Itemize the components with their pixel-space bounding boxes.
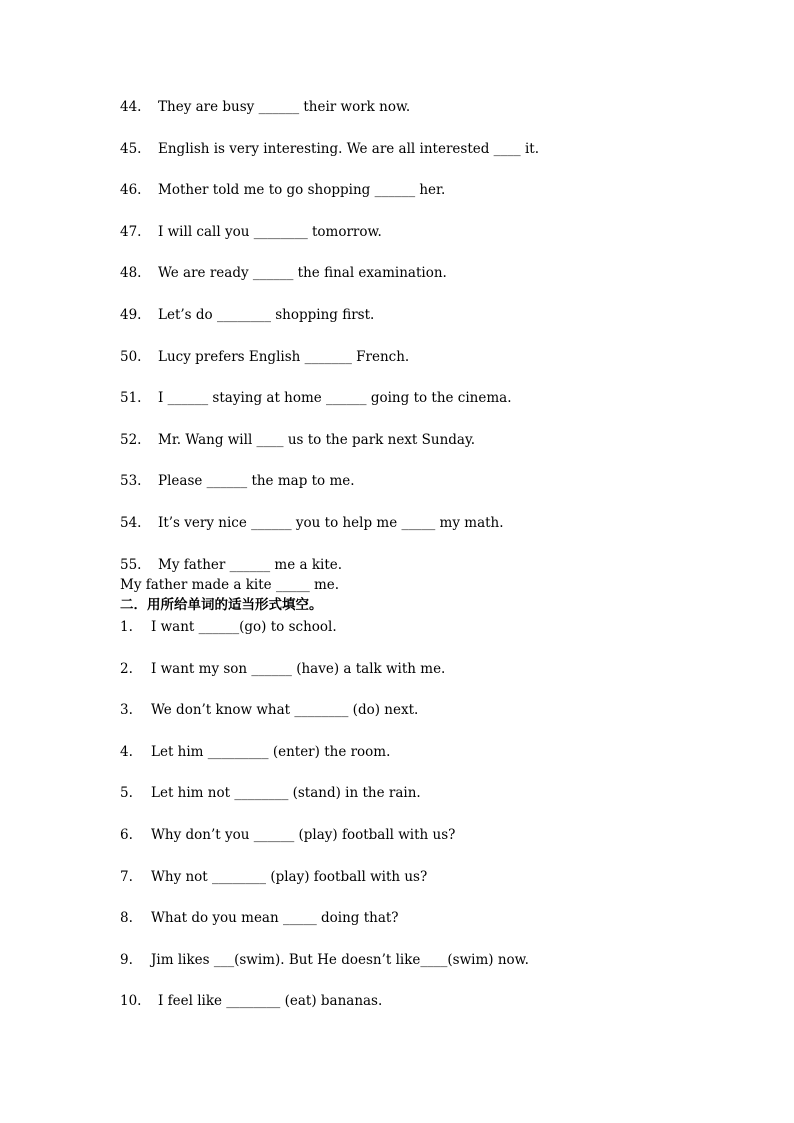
question-47 (120, 223, 382, 241)
question-number: 46. (120, 182, 142, 198)
question-text: Mother told me to go shopping ______ her. (158, 182, 446, 198)
exercise-number: 6. (120, 827, 133, 843)
exercise-4 (120, 743, 390, 761)
question-text: Let’s do ________ shopping first. (158, 307, 375, 323)
question-49 (120, 306, 374, 324)
question-52 (120, 431, 475, 449)
question-text: I ______ staying at home ______ going to the cinema. (158, 390, 512, 406)
exercise-number: 2. (120, 661, 133, 677)
question-55-extra: My father made a kite _____ me. (120, 577, 340, 593)
exercise-number: 1. (120, 619, 133, 635)
exercise-number: 9. (120, 952, 133, 968)
exercise-text: I want my son ______ (have) a talk with me. (151, 661, 446, 677)
question-55 (120, 556, 342, 574)
exercise-text: I feel like ________ (eat) bananas. (158, 993, 383, 1009)
question-number: 53. (120, 473, 142, 489)
exercise-text: I want ______(go) to school. (151, 619, 337, 635)
question-text: They are busy ______ their work now. (158, 99, 411, 115)
exercise-number: 8. (120, 910, 133, 926)
exercise-number: 3. (120, 702, 133, 718)
exercise-text: We don’t know what ________ (do) next. (151, 702, 419, 718)
question-number: 48. (120, 265, 142, 281)
exercise-text: Let him not ________ (stand) in the rain. (151, 785, 421, 801)
exercise-text: What do you mean _____ doing that? (151, 910, 399, 926)
exercise-text: Let him _________ (enter) the room. (151, 744, 391, 760)
question-44 (120, 98, 410, 116)
question-text: Mr. Wang will ____ us to the park next Sunday. (158, 432, 476, 448)
exercise-number: 7. (120, 869, 133, 885)
question-text: English is very interesting. We are all interested ____ it. (158, 141, 540, 157)
question-text: We are ready ______ the final examination. (158, 265, 447, 281)
question-53 (120, 472, 355, 490)
exercise-7 (120, 868, 427, 886)
question-text: Lucy prefers English _______ French. (158, 349, 410, 365)
question-54 (120, 514, 504, 532)
exercise-number: 5. (120, 785, 133, 801)
question-number: 51. (120, 390, 142, 406)
question-number: 45. (120, 141, 142, 157)
question-number: 54. (120, 515, 142, 531)
exercise-8 (120, 909, 399, 927)
question-number: 52. (120, 432, 142, 448)
exercise-text: Why don’t you ______ (play) football with us? (151, 827, 456, 843)
exercise-3 (120, 701, 418, 719)
question-48 (120, 264, 447, 282)
exercise-number: 10. (120, 993, 142, 1009)
question-text: My father ______ me a kite. (158, 557, 343, 573)
question-text: I will call you ________ tomorrow. (158, 224, 382, 240)
question-number: 49. (120, 307, 142, 323)
exercise-number: 4. (120, 744, 133, 760)
question-number: 55. (120, 557, 142, 573)
question-number: 47. (120, 224, 142, 240)
exercise-9 (120, 951, 529, 969)
question-number: 50. (120, 349, 142, 365)
section-heading: 二．用所给单词的适当形式填空。 (120, 597, 323, 613)
question-45 (120, 140, 539, 158)
question-text: It’s very nice ______ you to help me _____ my math. (158, 515, 504, 531)
question-50 (120, 348, 409, 366)
question-number: 44. (120, 99, 142, 115)
exercise-5 (120, 784, 421, 802)
question-46 (120, 181, 445, 199)
question-51 (120, 389, 512, 407)
exercise-text: Jim likes ___(swim). But He doesn’t like____(swim) now. (151, 952, 529, 968)
exercise-10 (120, 992, 382, 1010)
exercise-1 (120, 618, 337, 636)
exercise-text: Why not ________ (play) football with us? (151, 869, 428, 885)
question-text: Please ______ the map to me. (158, 473, 355, 489)
exercise-2 (120, 660, 445, 678)
exercise-6 (120, 826, 455, 844)
